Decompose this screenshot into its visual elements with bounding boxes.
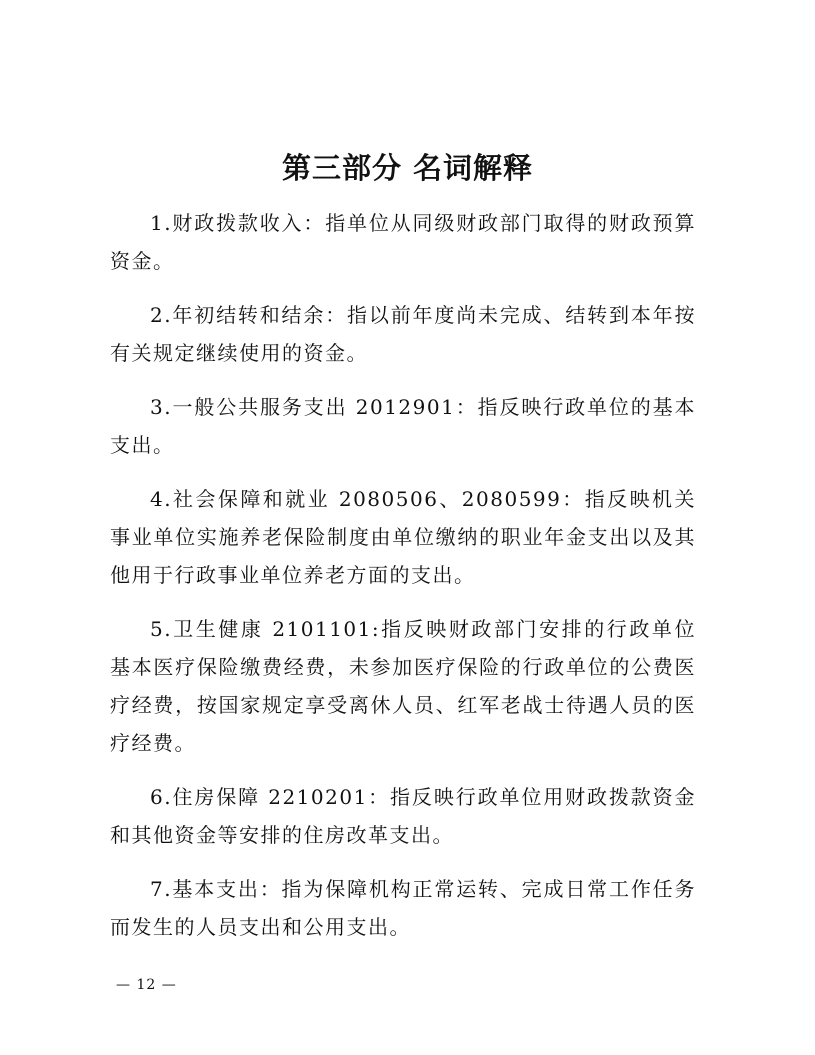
paragraph-3: 3.一般公共服务支出 2012901：指反映行政单位的基本支出。 xyxy=(110,395,696,457)
paragraph-7: 7.基本支出：指为保障机构正常运转、完成日常工作任务而发生的人员支出和公用支出。 xyxy=(110,877,696,939)
paragraph-2: 2.年初结转和结余：指以前年度尚未完成、结转到本年按有关规定继续使用的资金。 xyxy=(110,303,696,365)
paragraph-5: 5.卫生健康 2101101:指反映财政部门安排的行政单位基本医疗保险缴费经费，未参加医疗保险的行政单位的公费医疗经费，按国家规定享受离休人员、红军老战士待遇人员的医疗经费。 xyxy=(110,617,696,755)
paragraph-4: 4.社会保障和就业 2080506、2080599：指反映机关事业单位实施养老保险制度由单位缴纳的职业年金支出以及其他用于行政事业单位养老方面的支出。 xyxy=(110,487,696,587)
document-body xyxy=(110,204,696,962)
page-title: 第三部分 名词解释 xyxy=(281,151,534,185)
paragraph-6: 6.住房保障 2210201：指反映行政单位用财政拨款资金和其他资金等安排的住房改革支出。 xyxy=(110,785,696,847)
paragraph-1: 1.财政拨款收入：指单位从同级财政部门取得的财政预算资金。 xyxy=(110,211,696,273)
page-number: — 12 — xyxy=(116,977,177,993)
